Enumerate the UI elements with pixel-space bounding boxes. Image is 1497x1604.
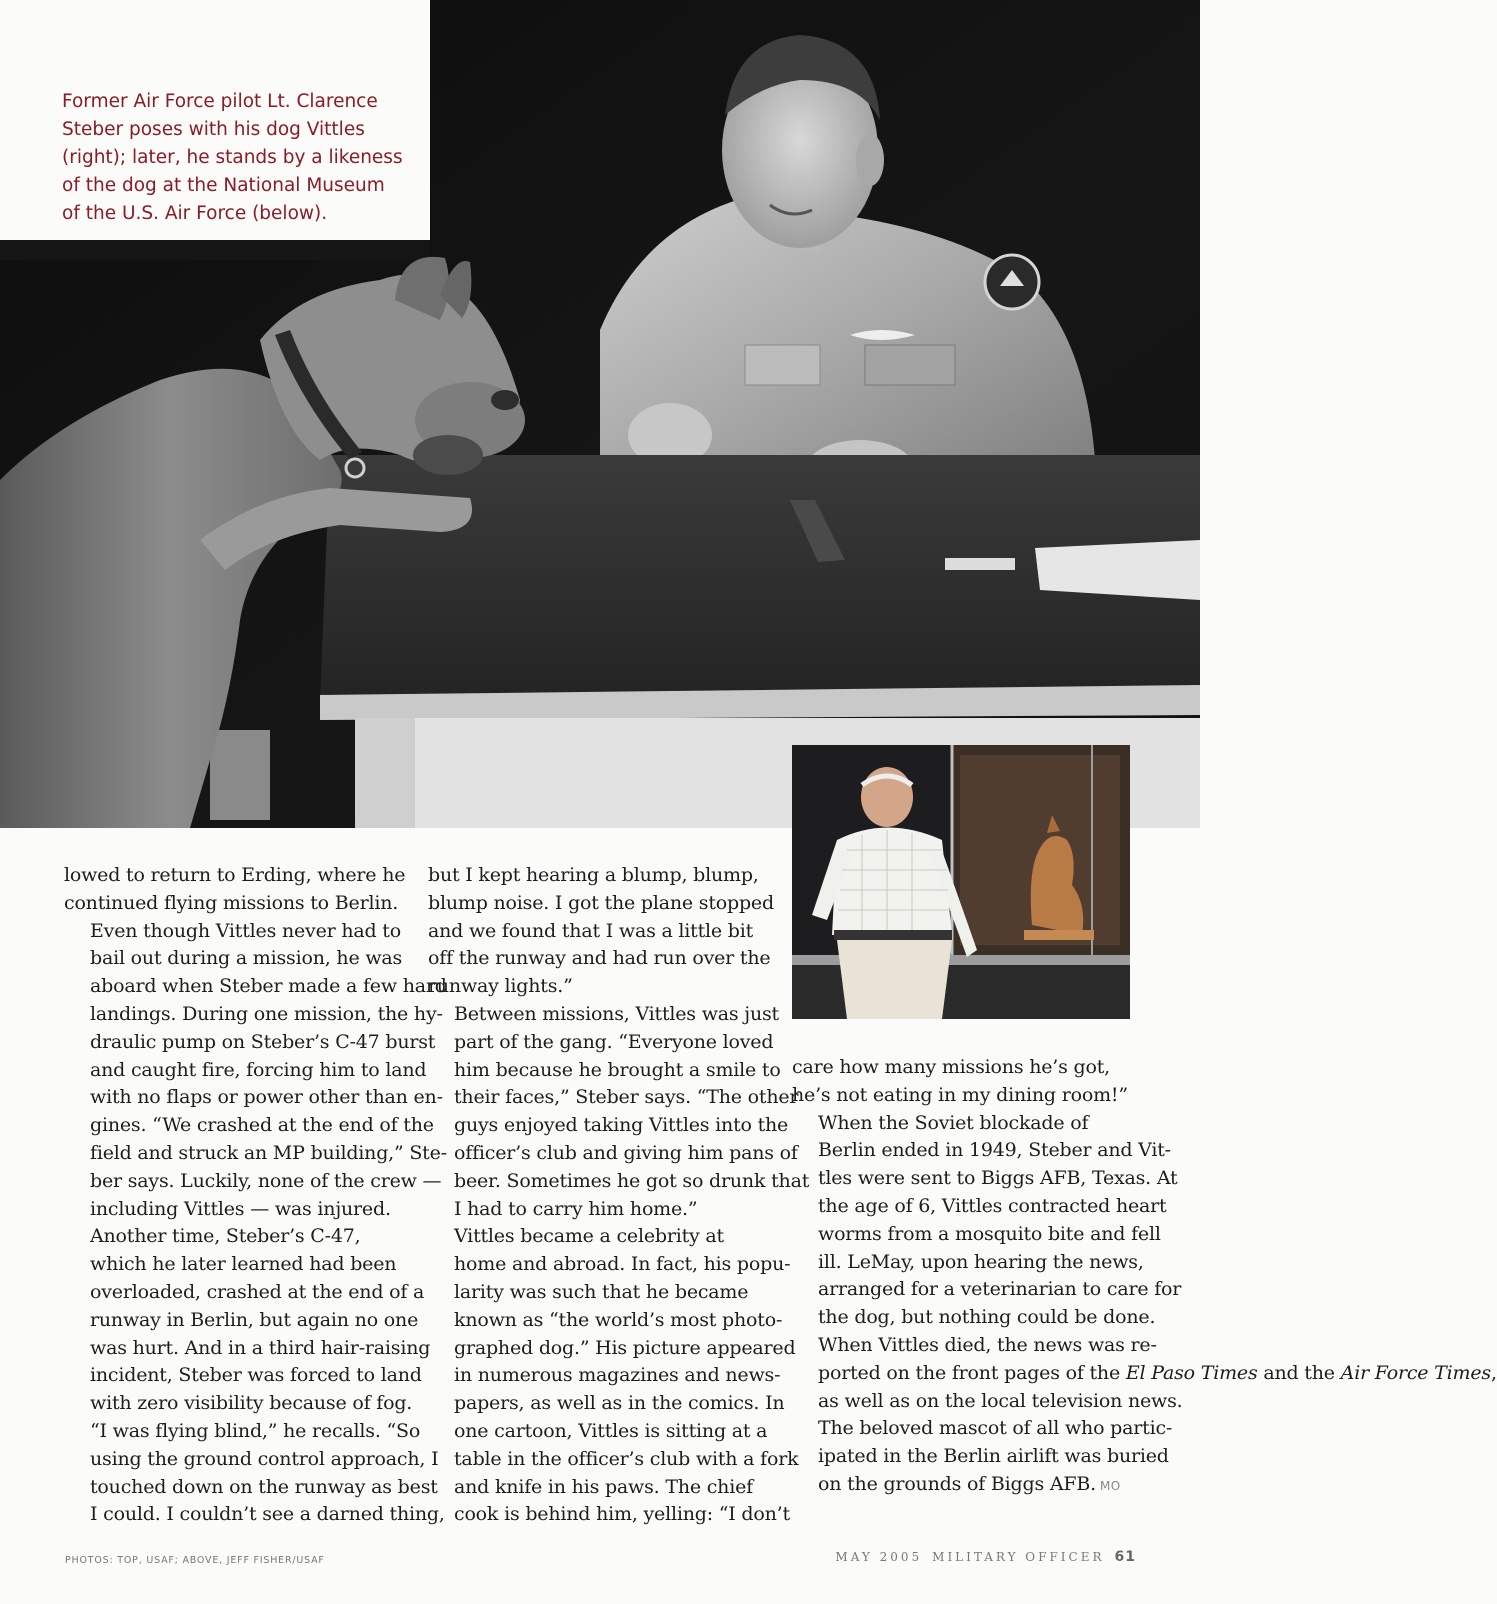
paragraph: Between missions, Vittles was just part of the gang. “Everyone loved him because he brought a smile to their faces,” Steber says. “The other guys enjoyed taking Vittles into the officer’s club and giving him pans of beer. Sometimes he got so drunk that I had to carry him home.” — [454, 1002, 810, 1220]
paragraph: When the Soviet blockade of Berlin ended in 1949, Steber and Vit- tles were sent to Biggs AFB, Texas. At the age of 6, Vittles contracted heart worms from a mosquito bite and fell ill. LeMay, upon hearing the news, arranged for a veterinarian to care for the dog, but nothing could be done. When Vittles died, the news was re- ported on the front pages of the El Paso Times and the Air Force Times, as well as on the local television news. The beloved mascot of all who partic- ipated in the Berlin airlift was buried on the grounds of Biggs AFB. MO — [818, 1111, 1497, 1495]
paragraph: Vittles became a celebrity at home and abroad. In fact, his popu- larity was such that he became known as “the world’s most photo- graphed dog.” His picture appeared in numerous magazines and news- papers, as well as in the comics. In one cartoon, Vittles is sitting at a table in the officer’s club with a fork and knife in his paws. The chief cook is behind him, yelling: “I don’t — [454, 1225, 799, 1526]
page-number: 61 — [1114, 1549, 1136, 1565]
paragraph: care how many missions he’s got, he’s not eating in my dining room!” — [792, 1056, 1128, 1106]
issue-date: MAY 2005 — [835, 1550, 923, 1564]
page-folio — [835, 1549, 1136, 1565]
end-mark: MO — [1099, 1478, 1121, 1493]
paragraph: Another time, Steber’s C-47, which he later learned had been overloaded, crashed at the end of a runway in Berlin, but again no one was hurt. And in a third hair-raising incident, Steber was forced to land with zero visibility because of fog. “I was flying blind,” he recalls. “So using the ground control approach, I touched down on the runway as best I could. I couldn’t see a darned thing, — [90, 1225, 445, 1526]
paragraph: lowed to return to Erding, where he continued flying missions to Berlin. — [64, 864, 406, 914]
publication-name: El Paso Times — [1125, 1361, 1258, 1384]
publication-name: Air Force Times — [1340, 1361, 1491, 1384]
steber-with-statue-photo — [792, 745, 1130, 1019]
article-column-1 — [64, 862, 447, 1529]
photo-credit: PHOTOS: TOP, USAF; ABOVE, JEFF FISHER/USAF — [65, 1555, 325, 1566]
paragraph: but I kept hearing a blump, blump, blump noise. I got the plane stopped and we found that I was a little bit off the runway and had run over the runway lights.” — [428, 864, 774, 998]
article-column-2 — [428, 862, 810, 1529]
inset-photo — [792, 745, 1130, 1019]
paragraph: Even though Vittles never had to bail out during a mission, he was aboard when Steber made a few hard landings. During one mission, the hy- draulic pump on Steber’s C-47 burst and caught fire, forcing him to land with no flaps or power other than en- gines. “We crashed at the end of the field and struck an MP building,” Ste- ber says. Luckily, none of the crew — including Vittles — was injured. — [90, 919, 447, 1220]
article-column-3 — [792, 1054, 1497, 1501]
publication-title: MILITARY OFFICER — [932, 1550, 1105, 1564]
photo-caption: Former Air Force pilot Lt. Clarence Steber poses with his dog Vittles (right); later, he stands by a likeness of the dog at the National Museum of the U.S. Air Force (below). — [62, 91, 403, 224]
